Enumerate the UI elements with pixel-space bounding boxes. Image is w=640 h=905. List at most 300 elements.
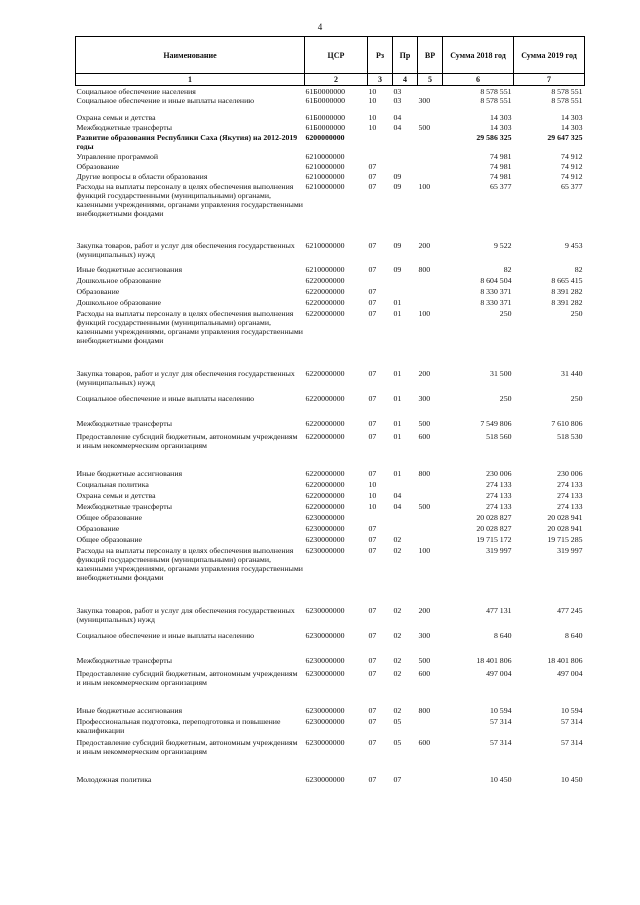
row-csr: 6230000000 [305, 546, 345, 555]
row-rz: 07 [368, 631, 377, 640]
row-sum-2018: 31 500 [490, 369, 512, 378]
row-pr: 01 [393, 469, 402, 478]
row-rz [368, 152, 393, 162]
column-number: 2 [305, 74, 368, 86]
row-pr: 09 [393, 265, 402, 274]
row-vr: 100 [418, 546, 431, 555]
table-row [76, 419, 585, 432]
row-vr: 800 [418, 469, 431, 478]
row-rz: 07 [368, 298, 377, 307]
row-sum-2018: 10 450 [490, 775, 512, 784]
row-name: Дошкольное образование [76, 298, 161, 307]
row-name: Охрана семьи и детства [76, 113, 156, 122]
row-csr: 61Б0000000 [305, 113, 346, 122]
row-vr [418, 152, 443, 162]
header-rz: Рз [368, 37, 393, 74]
row-sum-2018: 7 549 806 [480, 419, 512, 428]
column-number: 4 [393, 74, 418, 86]
row-rz: 10 [368, 87, 377, 96]
row-pr: 01 [393, 432, 402, 441]
row-name: Иные бюджетные ассигнования [76, 265, 183, 274]
row-csr: 6230000000 [305, 706, 345, 715]
row-rz: 07 [368, 394, 377, 403]
row-sum-2018: 74 981 [490, 162, 512, 171]
column-number: 3 [368, 74, 393, 86]
table-row [76, 656, 585, 669]
row-rz: 07 [368, 162, 377, 171]
row-vr: 200 [418, 606, 431, 615]
row-sum-2018: 8 640 [493, 631, 512, 640]
row-pr: 09 [393, 182, 402, 191]
table-row [76, 276, 585, 287]
row-name: Межбюджетные трансферты [76, 419, 172, 428]
row-sum-2019: 497 004 [557, 669, 583, 678]
row-csr: 6230000000 [305, 656, 345, 665]
row-name: Предоставление субсидий бюджетным, автономным учреждениям и иным некоммерческим организациям [76, 669, 298, 687]
row-pr: 05 [393, 717, 402, 726]
row-name: Социальное обеспечение населения [76, 87, 196, 96]
row-rz: 07 [368, 717, 377, 726]
row-sum-2018: 20 028 827 [476, 513, 512, 522]
row-sum-2019: 19 715 285 [547, 535, 583, 544]
row-sum-2018: 274 133 [486, 502, 512, 511]
row-sum-2019: 14 303 [561, 123, 583, 132]
row-sum-2018: 230 006 [486, 469, 512, 478]
row-vr [418, 775, 443, 786]
row-rz: 07 [368, 265, 377, 274]
page-number: 4 [317, 22, 323, 32]
row-name: Иные бюджетные ассигнования [76, 469, 183, 478]
row-csr: 61Б0000000 [305, 123, 346, 132]
row-rz [368, 513, 393, 524]
row-vr [418, 480, 443, 491]
row-csr: 6230000000 [305, 606, 345, 615]
row-rz: 07 [368, 287, 377, 296]
row-sum-2019: 14 303 [561, 113, 583, 122]
row-vr: 200 [418, 241, 431, 250]
header-pr: Пр [393, 37, 418, 74]
table-row [76, 480, 585, 491]
row-sum-2019: 9 453 [564, 241, 583, 250]
row-pr: 01 [393, 369, 402, 378]
row-sum-2019: 250 [570, 394, 583, 403]
row-rz: 07 [368, 524, 377, 533]
row-rz: 07 [368, 182, 377, 191]
table-row [76, 182, 585, 241]
row-sum-2018: 74 981 [490, 152, 512, 161]
row-rz: 07 [368, 775, 377, 784]
row-name: Охрана семьи и детства [76, 491, 156, 500]
row-sum-2018: 29 586 325 [476, 133, 512, 142]
row-pr: 04 [393, 491, 402, 500]
table-row [76, 669, 585, 706]
row-name: Закупка товаров, работ и услуг для обеспечения государственных (муниципальных) нужд [76, 241, 295, 259]
table-row [76, 265, 585, 276]
header-vr: ВР [418, 37, 443, 74]
header-sum-2018: Сумма 2018 год [443, 37, 514, 74]
row-rz: 10 [368, 96, 377, 105]
row-name: Закупка товаров, работ и услуг для обеспечения государственных (муниципальных) нужд [76, 369, 295, 387]
row-vr [418, 113, 443, 123]
table-row [76, 606, 585, 631]
row-rz: 07 [368, 669, 377, 678]
row-sum-2019: 274 133 [557, 491, 583, 500]
column-number: 6 [443, 74, 514, 86]
row-name: Расходы на выплаты персоналу в целях обеспечения выполнения функций государственными (муниципальными) органами, казенными учреждениями, органами управления государственными внебюджетными фондами [76, 546, 303, 582]
row-name: Образование [76, 162, 120, 171]
row-pr: 02 [393, 656, 402, 665]
row-vr [418, 491, 443, 502]
row-name: Управление программой [76, 152, 159, 161]
row-pr: 09 [393, 241, 402, 250]
row-sum-2018: 20 028 827 [476, 524, 512, 533]
row-sum-2019: 477 245 [557, 606, 583, 615]
row-sum-2019: 65 377 [561, 182, 583, 191]
row-sum-2019: 74 912 [561, 152, 583, 161]
row-pr: 09 [393, 172, 402, 181]
row-vr: 600 [418, 738, 431, 747]
row-name: Межбюджетные трансферты [76, 502, 172, 511]
row-rz: 07 [368, 656, 377, 665]
row-csr: 6230000000 [305, 631, 345, 640]
row-sum-2018: 82 [503, 265, 512, 274]
row-sum-2019: 82 [574, 265, 583, 274]
row-csr: 61Б0000000 [305, 96, 346, 105]
row-sum-2018: 319 997 [486, 546, 512, 555]
row-pr [393, 152, 418, 162]
row-sum-2018: 14 303 [490, 123, 512, 132]
row-sum-2019: 20 028 941 [547, 524, 583, 533]
table-row [76, 775, 585, 786]
row-pr: 04 [393, 502, 402, 511]
row-vr: 300 [418, 96, 431, 105]
row-sum-2019: 8 391 282 [551, 298, 583, 307]
row-sum-2018: 19 715 172 [476, 535, 512, 544]
row-pr [393, 480, 418, 491]
row-sum-2019: 8 391 282 [551, 287, 583, 296]
row-sum-2018: 14 303 [490, 113, 512, 122]
row-rz: 07 [368, 706, 377, 715]
row-vr: 100 [418, 182, 431, 191]
row-vr [418, 276, 443, 287]
row-pr: 02 [393, 535, 402, 544]
row-sum-2019: 274 133 [557, 480, 583, 489]
row-vr: 100 [418, 309, 431, 318]
table-body [76, 86, 585, 787]
row-pr: 03 [393, 96, 402, 105]
row-csr: 6230000000 [305, 513, 345, 522]
row-sum-2018: 8 604 504 [480, 276, 512, 285]
row-vr: 500 [418, 419, 431, 428]
row-pr: 07 [393, 775, 402, 784]
table-row [76, 86, 585, 97]
row-csr: 6220000000 [305, 419, 345, 428]
row-sum-2018: 8 578 551 [480, 96, 512, 105]
row-pr [393, 276, 418, 287]
row-name: Расходы на выплаты персоналу в целях обеспечения выполнения функций государственными (муниципальными) органами, казенными учреждениями, органами управления государственными внебюджетными фондами [76, 309, 303, 345]
table-row [76, 241, 585, 265]
row-vr: 200 [418, 369, 431, 378]
row-name: Развитие образования Республики Саха (Якутия) на 2012-2019 годы [76, 133, 298, 151]
row-vr [418, 524, 443, 535]
row-csr: 6230000000 [305, 717, 345, 726]
row-csr: 6230000000 [305, 669, 345, 678]
row-sum-2019: 8 640 [564, 631, 583, 640]
row-sum-2018: 250 [499, 309, 512, 318]
row-pr: 02 [393, 546, 402, 555]
table-row [76, 298, 585, 309]
table-row [76, 309, 585, 369]
row-sum-2018: 65 377 [490, 182, 512, 191]
table-row [76, 96, 585, 113]
table-row [76, 469, 585, 480]
table-row [76, 631, 585, 656]
row-name: Предоставление субсидий бюджетным, автономным учреждениям и иным некоммерческим организациям [76, 432, 298, 450]
row-sum-2019: 10 594 [561, 706, 583, 715]
table-row [76, 287, 585, 298]
row-vr: 300 [418, 394, 431, 403]
row-csr: 6220000000 [305, 309, 345, 318]
header-csr: ЦСР [305, 37, 368, 74]
row-sum-2018: 57 314 [490, 717, 512, 726]
row-csr: 6200000000 [305, 133, 345, 142]
row-pr [393, 287, 418, 298]
row-sum-2019: 8 665 415 [551, 276, 583, 285]
row-rz [368, 276, 393, 287]
row-vr: 600 [418, 669, 431, 678]
row-sum-2018: 274 133 [486, 480, 512, 489]
row-name: Другие вопросы в области образования [76, 172, 208, 181]
row-name: Профессиональная подготовка, переподготовка и повышение квалификации [76, 717, 281, 735]
row-sum-2019: 57 314 [561, 738, 583, 747]
row-pr: 02 [393, 706, 402, 715]
row-vr [418, 162, 443, 172]
row-name: Расходы на выплаты персоналу в целях обеспечения выполнения функций государственными (муниципальными) органами, казенными учреждениями, органами управления государственными внебюджетными фондами [76, 182, 303, 218]
row-pr: 03 [393, 87, 402, 96]
row-vr [418, 298, 443, 309]
row-sum-2018: 274 133 [486, 491, 512, 500]
table-row [76, 706, 585, 717]
row-sum-2019: 319 997 [557, 546, 583, 555]
row-vr: 800 [418, 265, 431, 274]
row-sum-2019: 31 440 [561, 369, 583, 378]
row-sum-2019: 18 401 806 [547, 656, 583, 665]
column-number: 5 [418, 74, 443, 86]
row-vr: 500 [418, 123, 431, 132]
row-sum-2019: 10 450 [561, 775, 583, 784]
row-sum-2018: 57 314 [490, 738, 512, 747]
row-sum-2018: 8 578 551 [480, 87, 512, 96]
row-pr: 01 [393, 394, 402, 403]
row-csr: 6210000000 [305, 172, 345, 181]
row-name: Общее образование [76, 535, 142, 544]
header-row [76, 37, 585, 74]
row-sum-2018: 8 330 371 [480, 287, 512, 296]
table-row [76, 535, 585, 546]
row-rz: 07 [368, 432, 377, 441]
column-number-row [76, 74, 585, 86]
row-sum-2018: 250 [499, 394, 512, 403]
row-name: Молодежная политика [76, 775, 152, 784]
row-pr: 02 [393, 631, 402, 640]
row-rz: 10 [368, 113, 377, 122]
table-row [76, 432, 585, 469]
row-name: Закупка товаров, работ и услуг для обеспечения государственных (муниципальных) нужд [76, 606, 295, 624]
row-vr [418, 86, 443, 97]
row-rz: 07 [368, 738, 377, 747]
header-name: Наименование [76, 37, 305, 74]
row-rz [368, 133, 393, 152]
row-name: Социальное обеспечение и иные выплаты населению [76, 631, 255, 640]
row-pr: 01 [393, 309, 402, 318]
row-pr: 02 [393, 669, 402, 678]
row-sum-2018: 10 594 [490, 706, 512, 715]
row-sum-2019: 74 912 [561, 162, 583, 171]
row-vr: 500 [418, 656, 431, 665]
table-row [76, 513, 585, 524]
row-vr: 300 [418, 631, 431, 640]
row-vr [418, 172, 443, 182]
row-name: Социальное обеспечение и иные выплаты населению [76, 96, 255, 105]
table-row [76, 133, 585, 152]
row-vr [418, 717, 443, 738]
row-sum-2018: 9 522 [493, 241, 512, 250]
row-rz: 07 [368, 606, 377, 615]
row-csr: 6230000000 [305, 775, 345, 784]
column-number: 1 [76, 74, 305, 86]
row-rz: 10 [368, 123, 377, 132]
row-sum-2019: 7 610 806 [551, 419, 583, 428]
row-name: Межбюджетные трансферты [76, 656, 172, 665]
row-rz: 07 [368, 172, 377, 181]
row-csr: 6220000000 [305, 480, 345, 489]
row-vr: 500 [418, 502, 431, 511]
row-sum-2019: 8 578 551 [551, 96, 583, 105]
row-rz: 07 [368, 309, 377, 318]
row-pr: 01 [393, 298, 402, 307]
row-rz: 07 [368, 369, 377, 378]
row-name: Иные бюджетные ассигнования [76, 706, 183, 715]
row-rz: 07 [368, 546, 377, 555]
row-pr [393, 162, 418, 172]
row-rz: 07 [368, 419, 377, 428]
row-pr: 04 [393, 113, 402, 122]
row-sum-2019: 57 314 [561, 717, 583, 726]
row-name: Социальная политика [76, 480, 149, 489]
row-vr [418, 513, 443, 524]
header-sum-2019: Сумма 2019 год [514, 37, 585, 74]
row-vr: 600 [418, 432, 431, 441]
table-row [76, 172, 585, 182]
row-pr: 01 [393, 419, 402, 428]
row-name: Межбюджетные трансферты [76, 123, 172, 132]
row-rz: 10 [368, 502, 377, 511]
table-row [76, 524, 585, 535]
row-pr: 02 [393, 606, 402, 615]
table-row [76, 113, 585, 123]
row-csr: 6220000000 [305, 287, 345, 296]
row-csr: 6220000000 [305, 298, 345, 307]
table-row [76, 491, 585, 502]
row-rz: 10 [368, 491, 377, 500]
row-sum-2019: 8 578 551 [551, 87, 583, 96]
row-sum-2019: 274 133 [557, 502, 583, 511]
row-csr: 6210000000 [305, 162, 345, 171]
table-row [76, 738, 585, 775]
budget-table [75, 36, 585, 786]
row-pr: 05 [393, 738, 402, 747]
row-csr: 6230000000 [305, 524, 345, 533]
row-csr: 6210000000 [305, 241, 345, 250]
row-csr: 6220000000 [305, 276, 345, 285]
table-row [76, 717, 585, 738]
row-name: Дошкольное образование [76, 276, 161, 285]
table-row [76, 123, 585, 133]
table-row [76, 162, 585, 172]
row-name: Социальное обеспечение и иные выплаты населению [76, 394, 255, 403]
row-sum-2018: 497 004 [486, 669, 512, 678]
row-csr: 6220000000 [305, 432, 345, 441]
table-row [76, 152, 585, 162]
row-sum-2018: 8 330 371 [480, 298, 512, 307]
row-csr: 6220000000 [305, 469, 345, 478]
row-vr [418, 133, 443, 152]
row-pr [393, 513, 418, 524]
row-csr: 6220000000 [305, 394, 345, 403]
row-csr: 6230000000 [305, 738, 345, 747]
row-rz: 10 [368, 480, 377, 489]
table-row [76, 546, 585, 606]
row-csr: 6210000000 [305, 152, 345, 161]
row-vr [418, 287, 443, 298]
row-vr: 800 [418, 706, 431, 715]
row-csr: 6230000000 [305, 535, 345, 544]
row-sum-2018: 74 981 [490, 172, 512, 181]
row-csr: 6220000000 [305, 491, 345, 500]
table-row [76, 394, 585, 419]
row-sum-2019: 518 530 [557, 432, 583, 441]
row-csr: 6210000000 [305, 182, 345, 191]
row-name: Образование [76, 287, 120, 296]
row-rz: 07 [368, 241, 377, 250]
row-sum-2019: 20 028 941 [547, 513, 583, 522]
row-sum-2018: 18 401 806 [476, 656, 512, 665]
row-sum-2018: 477 131 [486, 606, 512, 615]
row-sum-2019: 230 006 [557, 469, 583, 478]
column-number: 7 [514, 74, 585, 86]
row-pr [393, 133, 418, 152]
row-csr: 6220000000 [305, 369, 345, 378]
row-sum-2019: 74 912 [561, 172, 583, 181]
row-sum-2018: 518 560 [486, 432, 512, 441]
table-row [76, 502, 585, 513]
row-csr: 6210000000 [305, 265, 345, 274]
row-pr: 04 [393, 123, 402, 132]
row-name: Образование [76, 524, 120, 533]
row-name: Предоставление субсидий бюджетным, автономным учреждениям и иным некоммерческим организациям [76, 738, 298, 756]
budget-table-sheet [75, 36, 584, 786]
table-row [76, 369, 585, 394]
row-vr [418, 535, 443, 546]
row-name: Общее образование [76, 513, 142, 522]
row-sum-2019: 29 647 325 [547, 133, 583, 142]
row-rz: 07 [368, 535, 377, 544]
row-rz: 07 [368, 469, 377, 478]
row-sum-2019: 250 [570, 309, 583, 318]
row-csr: 61Б0000000 [305, 87, 346, 96]
row-csr: 6220000000 [305, 502, 345, 511]
row-pr [393, 524, 418, 535]
